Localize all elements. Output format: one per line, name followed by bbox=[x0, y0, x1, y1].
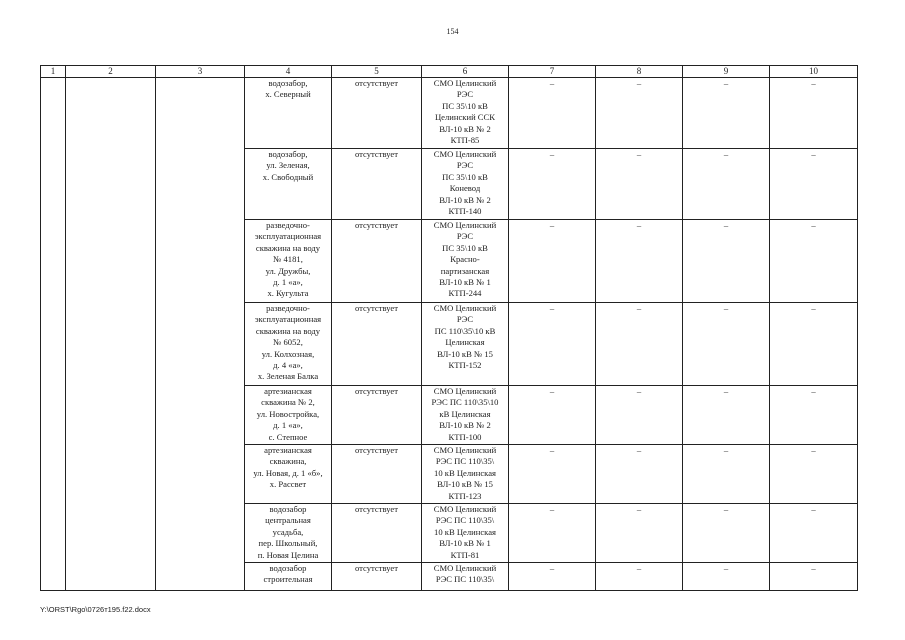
object-line: разведочно- bbox=[266, 303, 310, 313]
power-source-cell bbox=[422, 149, 509, 220]
object-line: ул. Колхозная, bbox=[261, 348, 315, 359]
dash-cell-c9: – bbox=[683, 386, 770, 445]
object-line: эксплуатационная bbox=[254, 314, 322, 325]
power-source-line: ПС 35\10 кВ bbox=[442, 171, 488, 182]
object-line: д. 1 «а», bbox=[273, 420, 303, 431]
object-line: д. 4 «а», bbox=[273, 360, 303, 371]
object-line: эксплуатационная bbox=[254, 231, 322, 242]
object-line: х. Рассвет bbox=[269, 479, 307, 490]
column-header: 10 bbox=[770, 66, 858, 78]
object-line: х. Северный bbox=[265, 89, 311, 100]
status-cell: отсутствует bbox=[332, 220, 422, 303]
status-cell: отсутствует bbox=[332, 504, 422, 563]
power-source-line: ПС 35\10 кВ bbox=[442, 242, 488, 253]
object-line: х. Свободный bbox=[262, 171, 314, 182]
dash-cell-c10: – bbox=[770, 78, 858, 149]
object-line: п. Новая Целина bbox=[257, 549, 319, 560]
object-line: х. Зеленая Балка bbox=[257, 371, 319, 382]
dash-cell-c10: – bbox=[770, 504, 858, 563]
power-source-line: ВЛ-10 кВ № 15 bbox=[437, 479, 493, 490]
dash-cell-c8: – bbox=[596, 78, 683, 149]
object-line: № 6052, bbox=[273, 337, 303, 348]
power-source-cell bbox=[422, 303, 509, 386]
column-header: 6 bbox=[422, 66, 509, 78]
object-line: скважина, bbox=[269, 456, 307, 467]
power-source-line: Целинская bbox=[445, 337, 485, 348]
power-source-line: РЭС ПС 110\35\10 bbox=[431, 397, 499, 408]
dash-cell-c9: – bbox=[683, 303, 770, 386]
object-cell bbox=[245, 445, 332, 504]
dash-cell-c10: – bbox=[770, 303, 858, 386]
power-source-line: СМО Целинский bbox=[433, 386, 497, 396]
object-line: усадьба, bbox=[272, 526, 304, 537]
object-line: ул. Дружбы, bbox=[265, 265, 311, 276]
power-source-line: КТП-81 bbox=[450, 549, 480, 560]
column-header: 1 bbox=[41, 66, 66, 78]
status-cell: отсутствует bbox=[332, 563, 422, 591]
power-source-line: СМО Целинский bbox=[433, 504, 497, 514]
col2-cell bbox=[66, 78, 156, 591]
dash-cell-c7: – bbox=[509, 149, 596, 220]
object-cell bbox=[245, 563, 332, 591]
object-cell bbox=[245, 504, 332, 563]
status-cell: отсутствует bbox=[332, 303, 422, 386]
object-line: водозабор, bbox=[268, 78, 308, 88]
object-line: х. Кугульта bbox=[267, 288, 309, 299]
dash-cell-c7: – bbox=[509, 386, 596, 445]
object-line: ул. Новая, д. 1 «б», bbox=[253, 467, 323, 478]
power-source-line: ВЛ-10 кВ № 2 bbox=[439, 420, 491, 431]
power-source-line: кВ Целинская bbox=[439, 408, 491, 419]
power-source-cell bbox=[422, 563, 509, 591]
object-line: водозабор, bbox=[268, 149, 308, 159]
object-cell bbox=[245, 303, 332, 386]
dash-cell-c10: – bbox=[770, 149, 858, 220]
status-cell: отсутствует bbox=[332, 149, 422, 220]
power-source-line: РЭС bbox=[456, 160, 474, 171]
power-source-line: СМО Целинский bbox=[433, 563, 497, 573]
page-number: 154 bbox=[446, 27, 459, 36]
dash-cell-c7: – bbox=[509, 303, 596, 386]
power-source-line: СМО Целинский bbox=[433, 149, 497, 159]
power-source-line: 10 кВ Целинская bbox=[434, 526, 496, 537]
status-cell: отсутствует bbox=[332, 386, 422, 445]
power-source-line: СМО Целинский bbox=[433, 220, 497, 230]
column-header: 9 bbox=[683, 66, 770, 78]
header-row bbox=[41, 66, 858, 78]
power-source-cell bbox=[422, 78, 509, 149]
column-header: 5 bbox=[332, 66, 422, 78]
dash-cell-c7: – bbox=[509, 220, 596, 303]
footer-file-path: Y:\ORST\Rgo\0726т195.f22.docx bbox=[40, 605, 151, 614]
dash-cell-c7: – bbox=[509, 445, 596, 504]
power-source-line: КТП-85 bbox=[450, 135, 480, 146]
power-source-cell bbox=[422, 386, 509, 445]
dash-cell-c7: – bbox=[509, 563, 596, 591]
dash-cell-c10: – bbox=[770, 220, 858, 303]
object-cell bbox=[245, 78, 332, 149]
object-line: центральная bbox=[265, 515, 311, 526]
object-cell bbox=[245, 386, 332, 445]
object-line: скважина на воду bbox=[255, 242, 321, 253]
data-table bbox=[40, 65, 858, 591]
object-line: артезианская bbox=[264, 386, 312, 396]
power-source-line: Красно- bbox=[450, 254, 480, 265]
column-header: 2 bbox=[66, 66, 156, 78]
object-line: скважина на воду bbox=[255, 325, 321, 336]
dash-cell-c10: – bbox=[770, 445, 858, 504]
column-header: 3 bbox=[156, 66, 245, 78]
power-source-line: ВЛ-10 кВ № 1 bbox=[439, 538, 491, 549]
power-source-line: ПС 110\35\10 кВ bbox=[434, 325, 496, 336]
power-source-line: КТП-152 bbox=[448, 360, 482, 371]
power-source-line: СМО Целинский bbox=[433, 78, 497, 88]
dash-cell-c8: – bbox=[596, 504, 683, 563]
power-source-line: РЭС bbox=[456, 314, 474, 325]
power-source-cell bbox=[422, 504, 509, 563]
power-source-cell bbox=[422, 445, 509, 504]
dash-cell-c8: – bbox=[596, 386, 683, 445]
power-source-line: КТП-244 bbox=[448, 288, 482, 299]
power-source-line: 10 кВ Целинская bbox=[434, 467, 496, 478]
object-line: д. 1 «а», bbox=[273, 277, 303, 288]
power-source-line: Коневод bbox=[449, 183, 481, 194]
object-line: разведочно- bbox=[266, 220, 310, 230]
column-header: 7 bbox=[509, 66, 596, 78]
power-source-line: ПС 35\10 кВ bbox=[442, 100, 488, 111]
power-source-line: РЭС bbox=[456, 231, 474, 242]
dash-cell-c10: – bbox=[770, 386, 858, 445]
dash-cell-c8: – bbox=[596, 220, 683, 303]
power-source-line: ВЛ-10 кВ № 1 bbox=[439, 277, 491, 288]
power-source-line: СМО Целинский bbox=[433, 303, 497, 313]
object-line: ул. Новостройка, bbox=[256, 408, 320, 419]
column-header: 8 bbox=[596, 66, 683, 78]
dash-cell-c9: – bbox=[683, 563, 770, 591]
power-source-line: КТП-140 bbox=[448, 206, 482, 217]
power-source-line: ВЛ-10 кВ № 2 bbox=[439, 194, 491, 205]
object-line: с. Степное bbox=[268, 431, 308, 442]
object-line: строительная bbox=[263, 574, 313, 585]
dash-cell-c10: – bbox=[770, 563, 858, 591]
power-source-line: партизанская bbox=[440, 265, 490, 276]
col1-cell bbox=[41, 78, 66, 591]
object-line: водозабор bbox=[269, 504, 307, 514]
object-cell bbox=[245, 149, 332, 220]
power-source-line: ВЛ-10 кВ № 15 bbox=[437, 348, 493, 359]
object-line: артезианская bbox=[264, 445, 312, 455]
object-line: водозабор bbox=[269, 563, 307, 573]
dash-cell-c8: – bbox=[596, 149, 683, 220]
dash-cell-c9: – bbox=[683, 78, 770, 149]
power-source-line: РЭС ПС 110\35\ bbox=[435, 574, 495, 585]
power-source-line: РЭС ПС 110\35\ bbox=[435, 515, 495, 526]
dash-cell-c8: – bbox=[596, 303, 683, 386]
object-line: пер. Школьный, bbox=[258, 538, 318, 549]
dash-cell-c9: – bbox=[683, 445, 770, 504]
object-line: № 4181, bbox=[273, 254, 303, 265]
status-cell: отсутствует bbox=[332, 445, 422, 504]
dash-cell-c8: – bbox=[596, 445, 683, 504]
power-source-line: РЭС ПС 110\35\ bbox=[435, 456, 495, 467]
power-source-line: Целинский ССК bbox=[434, 112, 496, 123]
power-source-line: КТП-100 bbox=[448, 431, 482, 442]
column-header: 4 bbox=[245, 66, 332, 78]
table-row bbox=[41, 78, 858, 149]
power-source-line: СМО Целинский bbox=[433, 445, 497, 455]
dash-cell-c9: – bbox=[683, 149, 770, 220]
dash-cell-c7: – bbox=[509, 78, 596, 149]
object-line: скважина № 2, bbox=[261, 397, 315, 408]
dash-cell-c7: – bbox=[509, 504, 596, 563]
object-cell bbox=[245, 220, 332, 303]
status-cell: отсутствует bbox=[332, 78, 422, 149]
dash-cell-c9: – bbox=[683, 504, 770, 563]
power-source-line: КТП-123 bbox=[448, 490, 482, 501]
power-source-cell bbox=[422, 220, 509, 303]
object-line: ул. Зеленая, bbox=[266, 160, 310, 171]
power-source-line: ВЛ-10 кВ № 2 bbox=[439, 123, 491, 134]
dash-cell-c9: – bbox=[683, 220, 770, 303]
col3-cell bbox=[156, 78, 245, 591]
power-source-line: РЭС bbox=[456, 89, 474, 100]
dash-cell-c8: – bbox=[596, 563, 683, 591]
